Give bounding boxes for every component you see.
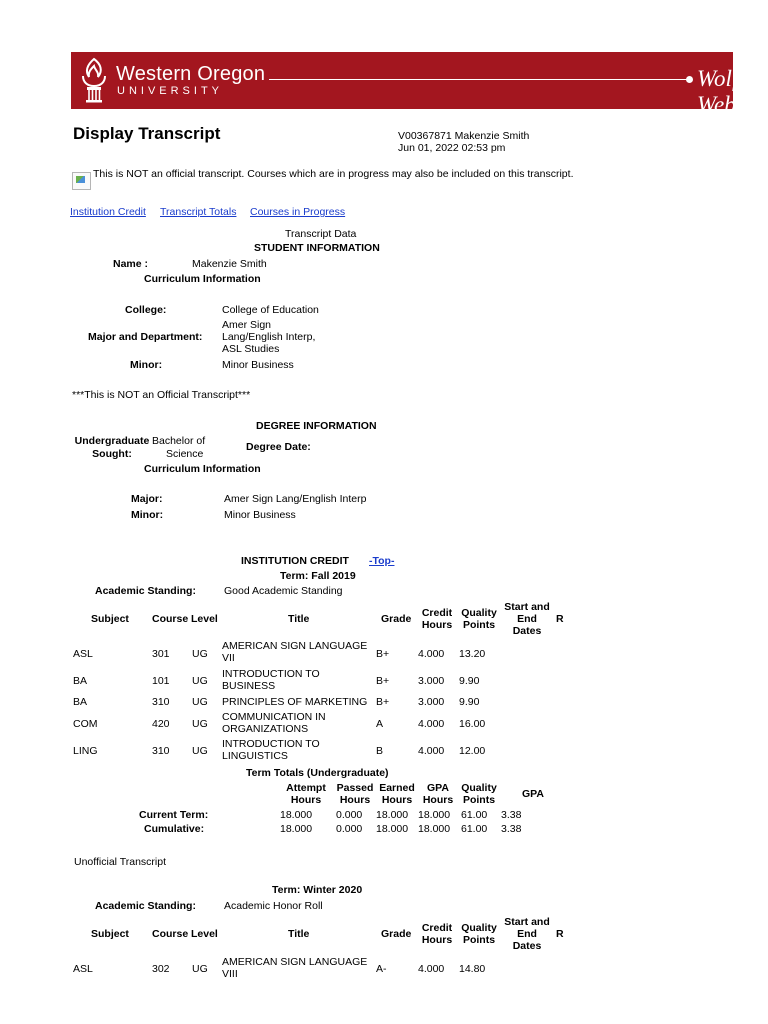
col-gpa-hours: GPA Hours (422, 782, 454, 806)
degree-major-label: Major: (131, 493, 163, 505)
degree-minor-label: Minor: (131, 509, 164, 521)
header-banner (71, 52, 739, 117)
university-name: Western Oregon (116, 63, 266, 85)
col-gpa: GPA (522, 788, 544, 800)
name-label: Name : (113, 258, 149, 270)
academic-standing-label: Academic Standing: (95, 585, 196, 597)
col-course: Course (152, 613, 189, 625)
degree-date-label: Degree Date: (246, 441, 311, 453)
col-level-2: Level (191, 928, 218, 940)
col-title-2: Title (288, 928, 310, 940)
col-quality-points: Quality Points (461, 607, 497, 631)
curriculum-heading: Curriculum Information (144, 273, 261, 285)
transcript-data-label: Transcript Data (285, 228, 357, 240)
col-start-end-dates-2: Start and End Dates (504, 916, 550, 952)
link-transcript-totals[interactable]: Transcript Totals (160, 206, 237, 218)
app-name: Wolf Web (697, 66, 739, 117)
major-label: Major and Department: (88, 331, 203, 343)
term-totals-heading: Term Totals (Undergraduate) (246, 767, 389, 779)
degree-sought-value: Bachelor of Science (152, 435, 206, 460)
university-subtitle: UNIVERSITY (117, 85, 224, 97)
torch-logo-icon (76, 56, 112, 104)
col-passed-hours: Passed Hours (336, 782, 374, 806)
college-value: College of Education (222, 304, 319, 316)
top-link[interactable]: -Top- (369, 555, 395, 567)
academic-standing-label-2: Academic Standing: (95, 900, 196, 912)
col-title: Title (288, 613, 310, 625)
minor-value: Minor Business (222, 359, 294, 371)
degree-sought-label: Undergraduate Sought: (74, 435, 150, 460)
academic-standing-value: Good Academic Standing (224, 585, 343, 597)
student-id-name: V00367871 Makenzie Smith (398, 130, 530, 142)
col-totals-quality-points: Quality Points (461, 782, 497, 806)
college-label: College: (125, 304, 167, 316)
minor-label: Minor: (130, 359, 163, 371)
col-grade-2: Grade (381, 928, 412, 940)
degree-major-value: Amer Sign Lang/English Interp (224, 493, 367, 505)
banner-dot (686, 76, 693, 83)
col-earned-hours: Earned Hours (379, 782, 415, 806)
term-winter-2020: Term: Winter 2020 (272, 884, 363, 896)
transcript-notice: This is NOT an official transcript. Courses which are in progress may also be included on this transcript. (93, 168, 574, 180)
major-value: Amer Sign Lang/English Interp, ASL Studies (222, 319, 316, 355)
page-title: Display Transcript (73, 124, 221, 143)
col-credit-hours-2: Credit Hours (421, 922, 453, 946)
unofficial-note: Unofficial Transcript (74, 856, 167, 868)
name-value: Makenzie Smith (192, 258, 267, 270)
student-info-heading: STUDENT INFORMATION (254, 242, 380, 254)
link-courses-in-progress[interactable]: Courses in Progress (250, 206, 346, 218)
academic-standing-value-2: Academic Honor Roll (224, 900, 323, 912)
col-subject-2: Subject (91, 928, 129, 940)
degree-curriculum-heading: Curriculum Information (144, 463, 261, 475)
col-start-end-dates: Start and End Dates (504, 601, 550, 637)
col-attempt-hours: Attempt Hours (286, 782, 326, 806)
col-course-2: Course (152, 928, 189, 940)
institution-credit-heading: INSTITUTION CREDIT (241, 555, 349, 567)
col-quality-points-2: Quality Points (461, 922, 497, 946)
report-datetime: Jun 01, 2022 02:53 pm (398, 142, 506, 154)
term-fall-2019: Term: Fall 2019 (280, 570, 356, 582)
col-credit-hours: Credit Hours (421, 607, 453, 631)
link-institution-credit[interactable]: Institution Credit (70, 206, 146, 218)
degree-minor-value: Minor Business (224, 509, 296, 521)
degree-info-heading: DEGREE INFORMATION (256, 420, 377, 432)
col-grade: Grade (381, 613, 412, 625)
col-r-2: R (556, 928, 564, 940)
col-level: Level (191, 613, 218, 625)
col-r: R (556, 613, 564, 625)
col-subject: Subject (91, 613, 129, 625)
not-official-note: ***This is NOT an Official Transcript*** (72, 389, 251, 401)
banner-rule (269, 79, 689, 80)
broken-image-icon (72, 172, 91, 190)
